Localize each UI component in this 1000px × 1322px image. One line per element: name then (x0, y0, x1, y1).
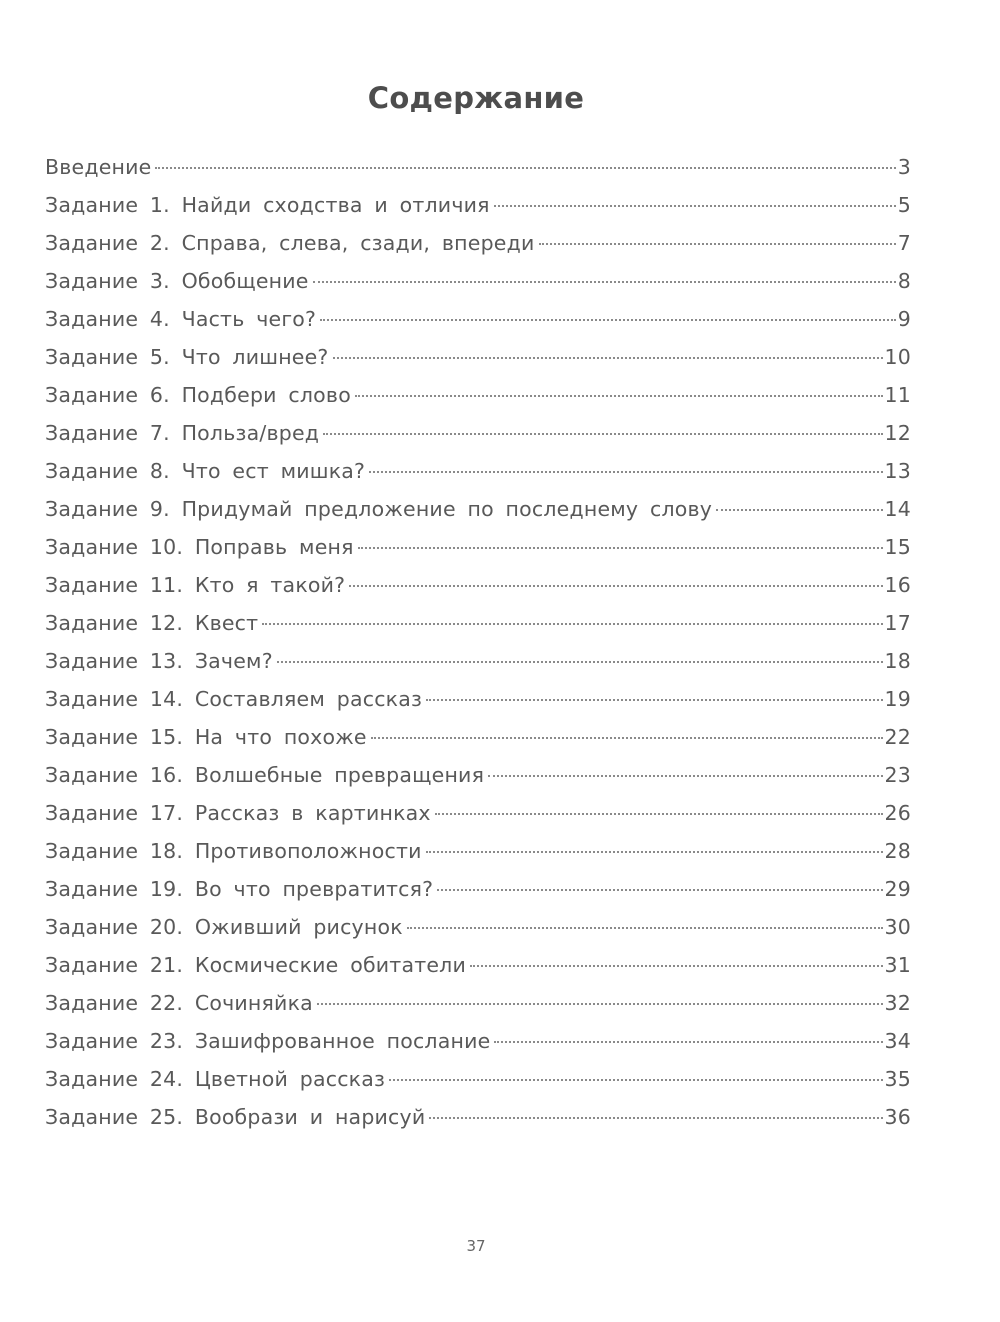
toc-entry[interactable] (45, 946, 911, 984)
toc-entry[interactable] (45, 908, 911, 946)
toc-entry-label: Задание 20. Оживший рисунок (45, 915, 403, 939)
toc-entry[interactable] (45, 452, 911, 490)
toc-entry[interactable] (45, 832, 911, 870)
toc-entry-label: Задание 23. Зашифрованное послание (45, 1029, 491, 1053)
toc-entry-label: Задание 18. Противоположности (45, 839, 422, 863)
dot-leader (371, 736, 883, 739)
dot-leader (426, 698, 882, 701)
toc-entry-page: 15 (884, 535, 911, 559)
toc-entry-page: 28 (884, 839, 911, 863)
toc-entry-page: 13 (884, 459, 911, 483)
toc-entry-label: Задание 3. Обобщение (45, 269, 309, 293)
toc-entry[interactable] (45, 300, 911, 338)
toc-entry[interactable] (45, 1022, 911, 1060)
dot-leader (407, 926, 883, 929)
toc-entry[interactable] (45, 794, 911, 832)
dot-leader (317, 1002, 883, 1005)
toc-entry[interactable] (45, 186, 911, 224)
toc-entry-label: Задание 22. Сочиняйка (45, 991, 313, 1015)
toc-entry-label: Задание 19. Во что превратится? (45, 877, 434, 901)
dot-leader (333, 356, 883, 359)
toc-entry[interactable] (45, 756, 911, 794)
toc-entry-page: 29 (884, 877, 911, 901)
toc-entry-page: 36 (884, 1105, 911, 1129)
toc-entry[interactable] (45, 604, 911, 642)
dot-leader (262, 622, 882, 625)
dot-leader (429, 1116, 882, 1119)
toc-entry[interactable] (45, 870, 911, 908)
toc-entry-page: 26 (884, 801, 911, 825)
toc-entry-page: 12 (884, 421, 911, 445)
toc-entry-label: Введение (45, 155, 152, 179)
page-title: Содержание (367, 81, 585, 116)
dot-leader (494, 1040, 882, 1043)
toc-entry-page: 30 (884, 915, 911, 939)
dot-leader (155, 166, 895, 169)
toc-entry-page: 7 (897, 231, 911, 255)
toc-entry-page: 23 (884, 763, 911, 787)
toc-entry-label: Задание 10. Поправь меня (45, 535, 354, 559)
toc-entry-page: 10 (884, 345, 911, 369)
toc-entry-label: Задание 13. Зачем? (45, 649, 273, 673)
toc-entry-page: 11 (884, 383, 911, 407)
toc-entry-label: Задание 17. Рассказ в картинках (45, 801, 431, 825)
dot-leader (488, 774, 882, 777)
toc-entry-page: 3 (897, 155, 911, 179)
toc-entry[interactable] (45, 376, 911, 414)
toc-entry-label: Задание 16. Волшебные превращения (45, 763, 485, 787)
toc-entry-page: 19 (884, 687, 911, 711)
dot-leader (277, 660, 883, 663)
dot-leader (437, 888, 882, 891)
toc-entry-page: 9 (897, 307, 911, 331)
toc-entry-page: 18 (884, 649, 911, 673)
toc-entry-label: Задание 11. Кто я такой? (45, 573, 346, 597)
toc-entry-label: Задание 14. Составляем рассказ (45, 687, 423, 711)
toc-entry[interactable] (45, 1060, 911, 1098)
toc-entry[interactable] (45, 718, 911, 756)
dot-leader (313, 280, 896, 283)
toc-entry-page: 14 (884, 497, 911, 521)
toc-entry[interactable] (45, 490, 911, 528)
toc-entry[interactable] (45, 642, 911, 680)
toc-entry-label: Задание 15. На что похоже (45, 725, 367, 749)
dot-leader (389, 1078, 882, 1081)
toc-entry-page: 5 (897, 193, 911, 217)
toc-entry[interactable] (45, 1098, 911, 1136)
toc-entry-label: Задание 8. Что ест мишка? (45, 459, 366, 483)
toc-entry[interactable] (45, 262, 911, 300)
toc-entry[interactable] (45, 566, 911, 604)
dot-leader (358, 546, 883, 549)
toc-entry-page: 16 (884, 573, 911, 597)
toc-entry-label: Задание 1. Найди сходства и отличия (45, 193, 490, 217)
dot-leader (539, 242, 896, 245)
dot-leader (716, 508, 882, 511)
toc-entry-label: Задание 12. Квест (45, 611, 259, 635)
dot-leader (470, 964, 883, 967)
toc-entry[interactable] (45, 680, 911, 718)
toc-entry-page: 17 (884, 611, 911, 635)
toc-entry[interactable] (45, 148, 911, 186)
dot-leader (323, 432, 882, 435)
toc-entry-label: Задание 9. Придумай предложение по последнему слову (45, 497, 713, 521)
toc-entry-label: Задание 4. Часть чего? (45, 307, 317, 331)
dot-leader (349, 584, 882, 587)
toc-entry-label: Задание 6. Подбери слово (45, 383, 351, 407)
toc-entry-page: 32 (884, 991, 911, 1015)
toc-entry-page: 22 (884, 725, 911, 749)
dot-leader (435, 812, 883, 815)
toc-entry-label: Задание 5. Что лишнее? (45, 345, 329, 369)
dot-leader (320, 318, 896, 321)
toc-entry-page: 31 (884, 953, 911, 977)
toc-entry-label: Задание 7. Польза/вред (45, 421, 320, 445)
toc-entry-label: Задание 25. Вообрази и нарисуй (45, 1105, 426, 1129)
dot-leader (426, 850, 883, 853)
dot-leader (355, 394, 883, 397)
toc-entry[interactable] (45, 224, 911, 262)
toc-entry-label: Задание 2. Справа, слева, сзади, впереди (45, 231, 535, 255)
toc-entry[interactable] (45, 984, 911, 1022)
toc-entry[interactable] (45, 414, 911, 452)
toc-entry-page: 8 (897, 269, 911, 293)
dot-leader (369, 470, 882, 473)
toc-entry-label: Задание 21. Космические обитатели (45, 953, 466, 977)
toc-entry-page: 35 (884, 1067, 911, 1091)
toc-entry[interactable] (45, 528, 911, 566)
dot-leader (494, 204, 896, 207)
toc-entry[interactable] (45, 338, 911, 376)
toc-entry-page: 34 (884, 1029, 911, 1053)
toc-entry-label: Задание 24. Цветной рассказ (45, 1067, 386, 1091)
table-of-contents (45, 148, 911, 1136)
page-number: 37 (466, 1237, 486, 1255)
